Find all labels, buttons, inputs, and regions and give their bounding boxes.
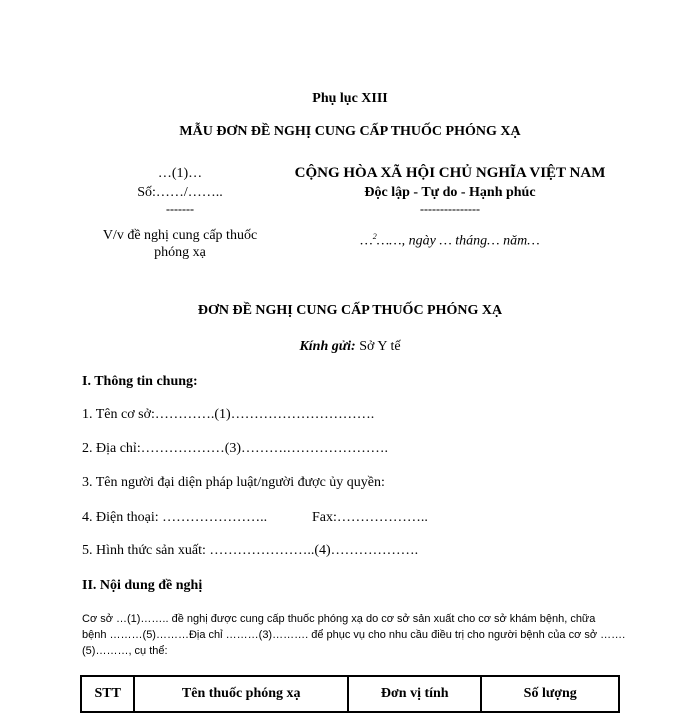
medication-table (80, 675, 620, 713)
appendix-label: Phụ lục XIII (312, 91, 388, 106)
subject-line-2: phóng xạ (154, 245, 206, 260)
request-paragraph-line-2: bệnh ………(5)………Địa chỉ ………(3)………. để phục vụ cho nhu cầu điều trị cho người bệnh của cơ sở ……. (82, 629, 626, 641)
section-2-heading: II. Nội dung đề nghị (82, 578, 203, 593)
recipient-value: Sở Y tế (355, 339, 401, 354)
request-title: ĐƠN ĐỀ NGHỊ CUNG CẤP THUỐC PHÓNG XẠ (197, 303, 503, 318)
right-header-rule: --------------- (420, 202, 480, 216)
section-1-heading: I. Thông tin chung: (82, 374, 198, 389)
request-paragraph-line-1: Cơ sở …(1)…….. đề nghị được cung cấp thuốc phóng xạ do cơ sở sản xuất cho cơ sở khám bệnh, chữa (82, 613, 596, 625)
col-unit: Đơn vị tính (348, 676, 481, 712)
document-number: Số:……/…….. (137, 185, 223, 200)
col-stt: STT (81, 676, 134, 712)
org-name-placeholder: …(1)… (157, 166, 203, 181)
subject-line-1: V/v đề nghị cung cấp thuốc (102, 228, 258, 243)
col-quantity: Số lượng (481, 676, 619, 712)
field-production-type: 5. Hình thức sản xuất: …………………..(4)………………. (82, 543, 419, 558)
national-motto: Độc lập - Tự do - Hạnh phúc (364, 185, 536, 200)
form-title: MẪU ĐƠN ĐỀ NGHỊ CUNG CẤP THUỐC PHÓNG XẠ (179, 124, 521, 139)
field-address: 2. Địa chỉ:………………(3)……….…………………. (82, 441, 389, 456)
recipient-label: Kính gửi: (299, 339, 356, 354)
field-fax: Fax:……………….. (312, 510, 428, 525)
left-header-rule: ------- (166, 202, 194, 216)
date-line (285, 229, 615, 250)
field-phone: 4. Điện thoại: ………………….. (82, 510, 268, 525)
col-drug-name: Tên thuốc phóng xạ (134, 676, 348, 712)
table-header-row (81, 676, 619, 712)
field-facility-name: 1. Tên cơ sở:………….(1)…………………………. (82, 407, 375, 422)
request-paragraph-line-3: (5)………, cụ thể: (82, 645, 168, 657)
date-suffix: ……, ngày … tháng… năm… (376, 233, 540, 249)
field-representative: 3. Tên người đại diện pháp luật/người được ủy quyền: (82, 475, 385, 490)
date-footnote-mark: 2 (372, 232, 377, 241)
recipient-line (0, 339, 700, 355)
date-prefix: … (360, 233, 373, 249)
nation-title: CỘNG HÒA XÃ HỘI CHỦ NGHĨA VIỆT NAM (294, 165, 606, 181)
